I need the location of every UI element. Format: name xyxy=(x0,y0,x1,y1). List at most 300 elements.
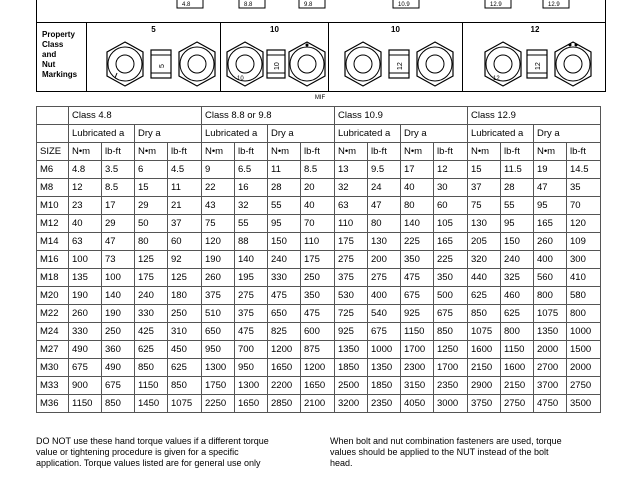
torque-value-cell: 300 xyxy=(567,251,601,269)
torque-value-cell: 1000 xyxy=(567,323,601,341)
class-header: Class 8.8 or 9.8 xyxy=(202,107,335,125)
torque-value-cell: 1300 xyxy=(202,359,235,377)
torque-value-cell: 140 xyxy=(235,251,268,269)
torque-value-cell: 650 xyxy=(268,305,301,323)
torque-value-cell: 47 xyxy=(368,197,401,215)
note-line: values should be applied to the NUT instead of the bolt xyxy=(330,447,549,457)
torque-value-cell: 29 xyxy=(135,197,168,215)
torque-value-cell: 2150 xyxy=(501,377,534,395)
nut-class-10-alt-icon xyxy=(329,36,463,92)
torque-value-cell: 375 xyxy=(202,287,235,305)
bolt-size-cell: M12 xyxy=(37,215,69,233)
torque-value-cell: 490 xyxy=(102,359,135,377)
torque-value-cell: 80 xyxy=(401,197,434,215)
torque-value-cell: 140 xyxy=(102,287,135,305)
torque-value-cell: 625 xyxy=(501,305,534,323)
torque-value-cell: 95 xyxy=(534,197,567,215)
nut-class-label: 10 xyxy=(391,25,400,34)
torque-value-cell: 225 xyxy=(434,251,468,269)
condition-header-row xyxy=(37,125,601,143)
torque-value-cell: 950 xyxy=(202,341,235,359)
nut-face-mark: 12 xyxy=(493,76,500,82)
torque-value-cell: 2350 xyxy=(368,395,401,413)
torque-value-cell: 275 xyxy=(368,269,401,287)
torque-value-cell: 80 xyxy=(368,215,401,233)
torque-value-cell: 850 xyxy=(102,395,135,413)
torque-value-cell: 625 xyxy=(135,341,168,359)
torque-value-cell: 150 xyxy=(268,233,301,251)
torque-value-cell: 1150 xyxy=(135,377,168,395)
torque-value-cell: 675 xyxy=(69,359,102,377)
torque-value-cell: 475 xyxy=(401,269,434,287)
bolt-size-cell: M22 xyxy=(37,305,69,323)
torque-value-cell: 150 xyxy=(501,233,534,251)
torque-value-cell: 16 xyxy=(235,179,268,197)
table-row xyxy=(37,215,601,233)
nut-side-mark: 12 xyxy=(535,62,542,70)
torque-value-cell: 6.5 xyxy=(235,161,268,179)
torque-value-cell: 2100 xyxy=(301,395,335,413)
note-line: DO NOT use these hand torque values if a different torque xyxy=(36,436,269,446)
torque-value-cell: 2250 xyxy=(202,395,235,413)
torque-value-cell: 109 xyxy=(567,233,601,251)
torque-value-cell: 275 xyxy=(235,287,268,305)
lubricated-header: Lubricated a xyxy=(468,125,534,143)
bolt-mark-109: 10.9 xyxy=(398,2,410,8)
torque-value-cell: 73 xyxy=(102,251,135,269)
bolt-mark-129-a: 12.9 xyxy=(490,2,502,8)
note-line: When bolt and nut combination fasteners are used, torque xyxy=(330,436,562,446)
torque-value-cell: 2000 xyxy=(534,341,567,359)
torque-value-cell: 190 xyxy=(102,305,135,323)
torque-value-cell: 80 xyxy=(135,233,168,251)
torque-value-cell: 35 xyxy=(567,179,601,197)
torque-value-cell: 2700 xyxy=(534,359,567,377)
torque-value-cell: 675 xyxy=(368,323,401,341)
unit-lbft-header: lb-ft xyxy=(102,143,135,161)
torque-value-cell: 475 xyxy=(235,323,268,341)
dry-header: Dry a xyxy=(135,125,202,143)
torque-value-cell: 95 xyxy=(268,215,301,233)
torque-value-cell: 2850 xyxy=(268,395,301,413)
torque-value-cell: 1150 xyxy=(501,341,534,359)
torque-value-cell: 37 xyxy=(468,179,501,197)
torque-value-cell: 1700 xyxy=(434,359,468,377)
bolt-size-cell: M33 xyxy=(37,377,69,395)
torque-value-cell: 2000 xyxy=(567,359,601,377)
torque-value-cell: 3200 xyxy=(335,395,368,413)
lubricated-header: Lubricated a xyxy=(335,125,401,143)
nut-class-12-icon xyxy=(463,36,607,92)
torque-value-cell: 850 xyxy=(468,305,501,323)
note-line: application. Torque values listed are for general use only xyxy=(36,458,261,468)
torque-value-cell: 350 xyxy=(401,251,434,269)
torque-value-cell: 530 xyxy=(335,287,368,305)
torque-value-cell: 650 xyxy=(202,323,235,341)
torque-value-cell: 600 xyxy=(301,323,335,341)
bolt-size-cell: M36 xyxy=(37,395,69,413)
torque-value-cell: 625 xyxy=(468,287,501,305)
torque-value-cell: 12 xyxy=(69,179,102,197)
torque-value-cell: 110 xyxy=(301,233,335,251)
nut-cell-class-12 xyxy=(463,22,607,92)
torque-value-cell: 105 xyxy=(434,215,468,233)
table-row xyxy=(37,359,601,377)
bolt-size-cell: M20 xyxy=(37,287,69,305)
torque-value-cell: 88 xyxy=(235,233,268,251)
torque-value-cell: 675 xyxy=(102,377,135,395)
torque-value-cell: 2300 xyxy=(401,359,434,377)
unit-lbft-header: lb-ft xyxy=(368,143,401,161)
unit-nm-header: N•m xyxy=(69,143,102,161)
table-row xyxy=(37,305,601,323)
torque-value-cell: 330 xyxy=(69,323,102,341)
bolt-mark-129-b: 12.9 xyxy=(548,2,560,8)
torque-value-cell: 925 xyxy=(335,323,368,341)
torque-value-cell: 1000 xyxy=(368,341,401,359)
torque-value-cell: 22 xyxy=(202,179,235,197)
unit-lbft-header: lb-ft xyxy=(434,143,468,161)
torque-value-cell: 28 xyxy=(501,179,534,197)
torque-value-cell: 675 xyxy=(434,305,468,323)
label-line-2: Class xyxy=(42,40,64,49)
torque-value-cell: 95 xyxy=(501,215,534,233)
unit-nm-header: N•m xyxy=(268,143,301,161)
torque-value-cell: 63 xyxy=(69,233,102,251)
torque-value-cell: 30 xyxy=(434,179,468,197)
table-row xyxy=(37,269,601,287)
torque-value-cell: 40 xyxy=(301,197,335,215)
torque-value-cell: 260 xyxy=(202,269,235,287)
torque-table-body xyxy=(37,107,601,413)
torque-value-cell: 3700 xyxy=(534,377,567,395)
torque-value-cell: 8.5 xyxy=(102,179,135,197)
torque-value-cell: 14.5 xyxy=(567,161,601,179)
torque-value-cell: 125 xyxy=(135,251,168,269)
torque-value-cell: 9.5 xyxy=(368,161,401,179)
torque-value-cell: 190 xyxy=(202,251,235,269)
nut-cell-class-5 xyxy=(87,22,221,92)
torque-value-cell: 1075 xyxy=(468,323,501,341)
torque-value-cell: 2500 xyxy=(335,377,368,395)
torque-value-cell: 580 xyxy=(567,287,601,305)
torque-value-cell: 1350 xyxy=(335,341,368,359)
torque-value-cell: 175 xyxy=(301,251,335,269)
nut-class-label: 12 xyxy=(530,25,540,34)
torque-value-cell: 180 xyxy=(168,287,202,305)
torque-value-cell: 175 xyxy=(135,269,168,287)
table-row xyxy=(37,341,601,359)
torque-value-cell: 28 xyxy=(268,179,301,197)
torque-value-cell: 1750 xyxy=(202,377,235,395)
torque-value-cell: 350 xyxy=(301,287,335,305)
torque-value-cell: 3500 xyxy=(567,395,601,413)
nut-cell-class-10-a xyxy=(221,22,329,92)
torque-value-cell: 55 xyxy=(235,215,268,233)
torque-value-cell: 3.5 xyxy=(102,161,135,179)
torque-value-cell: 375 xyxy=(235,305,268,323)
bolt-size-cell: M18 xyxy=(37,269,69,287)
torque-value-cell: 625 xyxy=(168,359,202,377)
table-row xyxy=(37,287,601,305)
torque-value-cell: 330 xyxy=(135,305,168,323)
torque-value-cell: 510 xyxy=(202,305,235,323)
torque-value-cell: 350 xyxy=(434,269,468,287)
unit-nm-header: N•m xyxy=(401,143,434,161)
torque-value-cell: 130 xyxy=(468,215,501,233)
torque-value-cell: 24 xyxy=(368,179,401,197)
torque-value-cell: 32 xyxy=(235,197,268,215)
torque-value-cell: 320 xyxy=(468,251,501,269)
torque-value-cell: 120 xyxy=(202,233,235,251)
torque-value-cell: 1450 xyxy=(135,395,168,413)
torque-value-cell: 11 xyxy=(268,161,301,179)
mif-caption: MIF xyxy=(314,95,326,101)
torque-value-cell: 410 xyxy=(567,269,601,287)
torque-value-cell: 75 xyxy=(468,197,501,215)
torque-value-cell: 450 xyxy=(168,341,202,359)
torque-value-cell: 250 xyxy=(102,323,135,341)
torque-value-cell: 19 xyxy=(534,161,567,179)
torque-value-cell: 4050 xyxy=(401,395,434,413)
torque-value-cell: 92 xyxy=(168,251,202,269)
torque-table xyxy=(36,106,601,413)
torque-value-cell: 1075 xyxy=(534,305,567,323)
torque-value-cell: 250 xyxy=(168,305,202,323)
torque-value-cell: 900 xyxy=(69,377,102,395)
torque-value-cell: 1200 xyxy=(301,359,335,377)
torque-value-cell: 325 xyxy=(501,269,534,287)
unit-lbft-header: lb-ft xyxy=(501,143,534,161)
torque-value-cell: 2200 xyxy=(268,377,301,395)
unit-lbft-header: lb-ft xyxy=(168,143,202,161)
torque-value-cell: 21 xyxy=(168,197,202,215)
torque-value-cell: 375 xyxy=(335,269,368,287)
torque-value-cell: 3750 xyxy=(468,395,501,413)
torque-value-cell: 240 xyxy=(501,251,534,269)
table-row xyxy=(37,323,601,341)
table-row xyxy=(37,251,601,269)
torque-value-cell: 63 xyxy=(335,197,368,215)
torque-value-cell: 12 xyxy=(434,161,468,179)
bolt-mark-98: 9.8 xyxy=(304,2,313,8)
torque-value-cell: 175 xyxy=(335,233,368,251)
corner-cell xyxy=(37,125,69,143)
nut-class-label: 10 xyxy=(270,25,279,34)
class-header: Class 4.8 xyxy=(69,107,202,125)
torque-value-cell: 800 xyxy=(501,323,534,341)
torque-value-cell: 140 xyxy=(401,215,434,233)
torque-value-cell: 195 xyxy=(235,269,268,287)
torque-value-cell: 190 xyxy=(69,287,102,305)
unit-nm-header: N•m xyxy=(335,143,368,161)
class-header: Class 10.9 xyxy=(335,107,468,125)
torque-value-cell: 165 xyxy=(534,215,567,233)
nut-face-mark: 10 xyxy=(237,76,244,82)
torque-value-cell: 1850 xyxy=(368,377,401,395)
torque-value-cell: 925 xyxy=(401,305,434,323)
torque-value-cell: 240 xyxy=(135,287,168,305)
nut-side-mark: 5 xyxy=(159,64,166,68)
torque-value-cell: 2900 xyxy=(468,377,501,395)
torque-value-cell: 1500 xyxy=(567,341,601,359)
torque-value-cell: 135 xyxy=(69,269,102,287)
bolt-head-markings-row xyxy=(37,0,605,23)
corner-cell xyxy=(37,107,69,125)
torque-value-cell: 1600 xyxy=(501,359,534,377)
class-header: Class 12.9 xyxy=(468,107,601,125)
torque-value-cell: 875 xyxy=(301,341,335,359)
torque-value-cell: 1700 xyxy=(401,341,434,359)
torque-value-cell: 800 xyxy=(534,287,567,305)
label-line-3: and xyxy=(42,50,57,59)
torque-value-cell: 310 xyxy=(168,323,202,341)
bolt-size-cell: M27 xyxy=(37,341,69,359)
nut-side-mark: 10 xyxy=(274,62,281,70)
bolt-mark-48: 4.8 xyxy=(182,2,191,8)
bolt-size-cell: M24 xyxy=(37,323,69,341)
torque-value-cell: 1600 xyxy=(468,341,501,359)
torque-value-cell: 100 xyxy=(69,251,102,269)
torque-value-cell: 50 xyxy=(135,215,168,233)
table-row xyxy=(37,197,601,215)
bolt-size-cell: M30 xyxy=(37,359,69,377)
note-line: head. xyxy=(330,458,353,468)
unit-lbft-header: lb-ft xyxy=(235,143,268,161)
torque-value-cell: 475 xyxy=(301,305,335,323)
torque-value-cell: 1250 xyxy=(434,341,468,359)
torque-value-cell: 120 xyxy=(567,215,601,233)
unit-header-row xyxy=(37,143,601,161)
unit-nm-header: N•m xyxy=(135,143,168,161)
torque-value-cell: 2150 xyxy=(468,359,501,377)
torque-value-cell: 55 xyxy=(268,197,301,215)
torque-value-cell: 6 xyxy=(135,161,168,179)
label-line-1: Property xyxy=(42,30,75,39)
table-row xyxy=(37,179,601,197)
torque-value-cell: 130 xyxy=(368,233,401,251)
torque-value-cell: 1350 xyxy=(368,359,401,377)
torque-value-cell: 1650 xyxy=(301,377,335,395)
torque-value-cell: 1200 xyxy=(268,341,301,359)
torque-value-cell: 400 xyxy=(368,287,401,305)
torque-value-cell: 850 xyxy=(135,359,168,377)
torque-value-cell: 360 xyxy=(102,341,135,359)
nut-cell-class-10-b xyxy=(329,22,463,92)
dry-header: Dry a xyxy=(401,125,468,143)
torque-value-cell: 40 xyxy=(401,179,434,197)
torque-value-cell: 47 xyxy=(102,233,135,251)
torque-value-cell: 440 xyxy=(468,269,501,287)
table-row xyxy=(37,395,601,413)
torque-value-cell: 40 xyxy=(69,215,102,233)
torque-value-cell: 23 xyxy=(69,197,102,215)
torque-value-cell: 1075 xyxy=(168,395,202,413)
dry-header: Dry a xyxy=(268,125,335,143)
torque-value-cell: 1650 xyxy=(268,359,301,377)
bolt-size-cell: M6 xyxy=(37,161,69,179)
torque-value-cell: 20 xyxy=(301,179,335,197)
torque-value-cell: 275 xyxy=(335,251,368,269)
torque-value-cell: 17 xyxy=(102,197,135,215)
torque-value-cell: 75 xyxy=(202,215,235,233)
torque-value-cell: 560 xyxy=(534,269,567,287)
torque-value-cell: 205 xyxy=(468,233,501,251)
torque-value-cell: 70 xyxy=(567,197,601,215)
torque-value-cell: 2750 xyxy=(567,377,601,395)
nut-side-mark: 12 xyxy=(397,62,404,70)
bolt-head-marks xyxy=(37,0,607,22)
bolt-size-cell: M8 xyxy=(37,179,69,197)
unit-nm-header: N•m xyxy=(468,143,501,161)
torque-value-cell: 675 xyxy=(401,287,434,305)
torque-value-cell: 1150 xyxy=(401,323,434,341)
torque-value-cell: 4.5 xyxy=(168,161,202,179)
torque-value-cell: 460 xyxy=(501,287,534,305)
torque-value-cell: 11.5 xyxy=(501,161,534,179)
torque-value-cell: 260 xyxy=(534,233,567,251)
nut-class-label: 5 xyxy=(151,25,156,34)
torque-value-cell: 15 xyxy=(468,161,501,179)
torque-value-cell: 43 xyxy=(202,197,235,215)
property-class-markings xyxy=(36,0,606,92)
unit-lbft-header: lb-ft xyxy=(301,143,335,161)
torque-value-cell: 55 xyxy=(501,197,534,215)
nut-class-5-icon xyxy=(87,36,221,92)
lubricated-header: Lubricated a xyxy=(69,125,135,143)
torque-value-cell: 850 xyxy=(434,323,468,341)
torque-value-cell: 3150 xyxy=(401,377,434,395)
torque-value-cell: 4.8 xyxy=(69,161,102,179)
torque-value-cell: 15 xyxy=(135,179,168,197)
torque-value-cell: 260 xyxy=(69,305,102,323)
torque-value-cell: 1850 xyxy=(335,359,368,377)
torque-value-cell: 17 xyxy=(401,161,434,179)
bolt-size-cell: M16 xyxy=(37,251,69,269)
nut-class-10-icon xyxy=(221,36,329,92)
unit-lbft-header: lb-ft xyxy=(567,143,601,161)
torque-value-cell: 800 xyxy=(567,305,601,323)
note-line: value or tightening procedure is given for a specific xyxy=(36,447,239,457)
label-line-5: Markings xyxy=(42,70,78,79)
torque-value-cell: 250 xyxy=(301,269,335,287)
table-row xyxy=(37,161,601,179)
torque-value-cell: 1350 xyxy=(534,323,567,341)
label-line-4: Nut xyxy=(42,60,56,69)
torque-value-cell: 1650 xyxy=(235,395,268,413)
torque-value-cell: 4750 xyxy=(534,395,567,413)
torque-value-cell: 37 xyxy=(168,215,202,233)
table-row xyxy=(37,233,601,251)
torque-value-cell: 500 xyxy=(434,287,468,305)
torque-value-cell: 32 xyxy=(335,179,368,197)
torque-value-cell: 100 xyxy=(102,269,135,287)
bolt-size-cell: M14 xyxy=(37,233,69,251)
bolt-mark-88: 8.8 xyxy=(244,2,253,8)
unit-nm-header: N•m xyxy=(534,143,567,161)
torque-value-cell: 2350 xyxy=(434,377,468,395)
torque-value-cell: 9 xyxy=(202,161,235,179)
torque-value-cell: 2750 xyxy=(501,395,534,413)
bolt-size-cell: M10 xyxy=(37,197,69,215)
torque-value-cell: 475 xyxy=(268,287,301,305)
torque-value-cell: 3000 xyxy=(434,395,468,413)
torque-value-cell: 110 xyxy=(335,215,368,233)
torque-value-cell: 950 xyxy=(235,359,268,377)
size-header: SIZE xyxy=(37,143,69,161)
torque-value-cell: 13 xyxy=(335,161,368,179)
torque-value-cell: 125 xyxy=(168,269,202,287)
